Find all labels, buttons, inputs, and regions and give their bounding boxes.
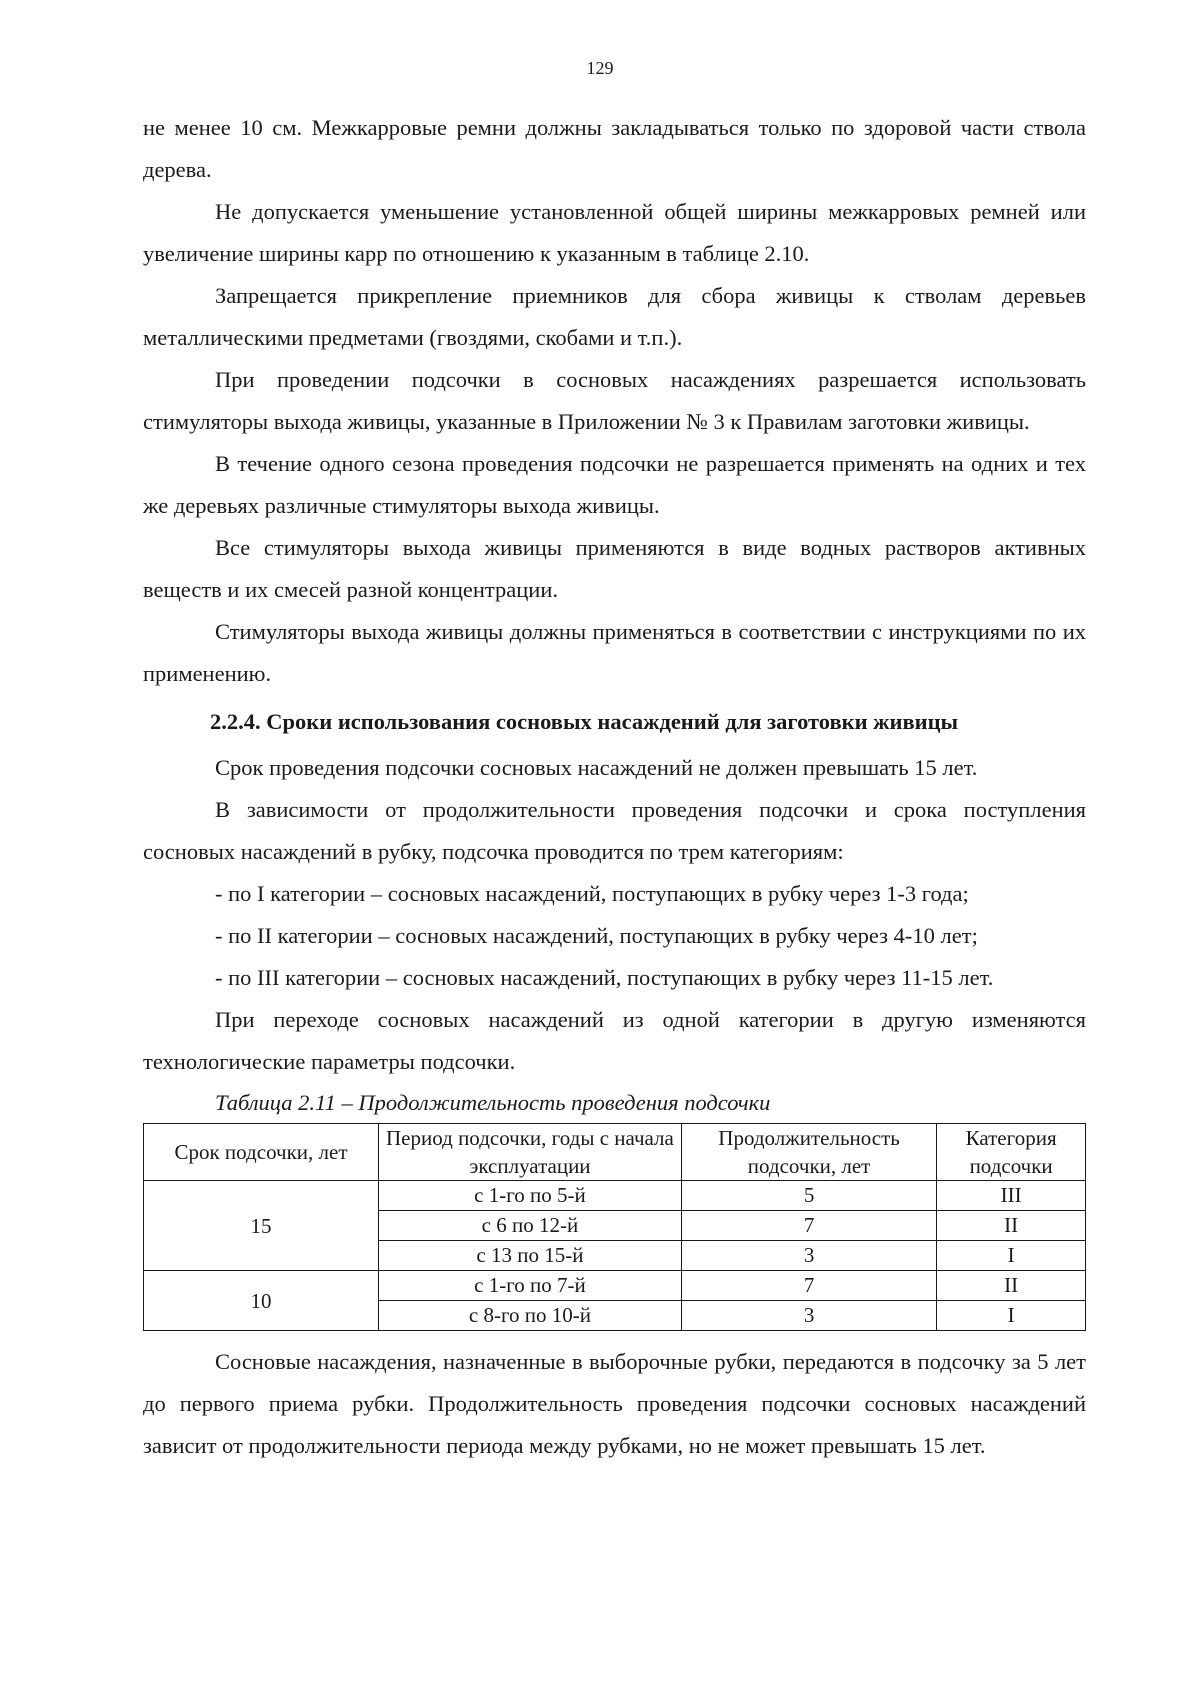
cell-duration: 3 xyxy=(681,1301,936,1331)
header-category: Категория подсочки xyxy=(937,1124,1086,1181)
section-paragraph: В зависимости от продолжительности проведения подсочки и срока поступления сосновых насаждений в рубку, подсочка проводится по трем категориям: xyxy=(143,797,1086,864)
section-paragraph: Срок проведения подсочки сосновых насаждений не должен превышать 15 лет. xyxy=(215,755,978,780)
body-paragraph: Стимуляторы выхода живицы должны применяться в соответствии с инструкциями по их применению. xyxy=(143,619,1086,686)
tapping-duration-table xyxy=(143,1123,1086,1331)
closing-paragraph: Сосновые насаждения, назначенные в выборочные рубки, передаются в подсочку за 5 лет до первого приема рубки. Продолжительность проведения подсочки сосновых насаждений зависит от продолжительности периода между рубками, но не может превышать 15 лет. xyxy=(143,1349,1086,1458)
body-paragraph: Не допускается уменьшение установленной общей ширины межкарровых ремней или увеличение ширины карр по отношению к указанным в таблице 2.10. xyxy=(143,199,1086,266)
cell-period: с 1-го по 7-й xyxy=(378,1271,681,1301)
cell-duration: 7 xyxy=(681,1211,936,1241)
header-duration: Продолжительность подсочки, лет xyxy=(681,1124,936,1181)
page-number: 129 xyxy=(586,58,614,78)
table-body xyxy=(144,1181,1086,1331)
body-paragraph: При проведении подсочки в сосновых насаждениях разрешается использовать стимуляторы выхода живицы, указанные в Приложении № 3 к Правилам заготовки живицы. xyxy=(143,367,1086,434)
header-term: Срок подсочки, лет xyxy=(144,1124,379,1181)
header-period: Период подсочки, годы с начала эксплуатации xyxy=(378,1124,681,1181)
cell-period: с 13 по 15-й xyxy=(378,1241,681,1271)
body-paragraph: В течение одного сезона проведения подсочки не разрешается применять на одних и тех же деревьях различные стимуляторы выхода живицы. xyxy=(143,451,1086,518)
table-row xyxy=(144,1181,1086,1211)
cell-term: 15 xyxy=(144,1181,379,1271)
body-paragraph: не менее 10 см. Межкарровые ремни должны закладываться только по здоровой части ствола дерева. xyxy=(143,115,1086,182)
cell-category: II xyxy=(937,1271,1086,1301)
category-list-item: - по II категории – сосновых насаждений, поступающих в рубку через 4-10 лет; xyxy=(215,923,978,948)
cell-term: 10 xyxy=(144,1271,379,1331)
cell-period: с 1-го по 5-й xyxy=(378,1181,681,1211)
body-paragraph: Запрещается прикрепление приемников для сбора живицы к стволам деревьев металлическими предметами (гвоздями, скобами и т.п.). xyxy=(143,283,1086,350)
cell-category: I xyxy=(937,1301,1086,1331)
cell-category: II xyxy=(937,1211,1086,1241)
cell-category: III xyxy=(937,1181,1086,1211)
cell-duration: 3 xyxy=(681,1241,936,1271)
paragraphs-before xyxy=(143,107,1086,695)
category-list-item: - по I категории – сосновых насаждений, поступающих в рубку через 1-3 года; xyxy=(215,881,969,906)
cell-duration: 5 xyxy=(681,1181,936,1211)
table-header-row xyxy=(144,1124,1086,1181)
category-list-item: - по III категории – сосновых насаждений, поступающих в рубку через 11-15 лет. xyxy=(215,965,994,990)
cell-category: I xyxy=(937,1241,1086,1271)
body-paragraph: Все стимуляторы выхода живицы применяются в виде водных растворов активных веществ и их смесей разной концентрации. xyxy=(143,535,1086,602)
page-content xyxy=(143,107,1086,1467)
cell-period: с 6 по 12-й xyxy=(378,1211,681,1241)
section-paragraph: При переходе сосновых насаждений из одной категории в другую изменяются технологические параметры подсочки. xyxy=(143,1007,1086,1074)
section-heading: 2.2.4. Сроки использования сосновых насаждений для заготовки живицы xyxy=(210,709,959,734)
table-caption: Таблица 2.11 – Продолжительность проведения подсочки xyxy=(215,1090,771,1115)
table-row xyxy=(144,1271,1086,1301)
cell-period: с 8-го по 10-й xyxy=(378,1301,681,1331)
cell-duration: 7 xyxy=(681,1271,936,1301)
